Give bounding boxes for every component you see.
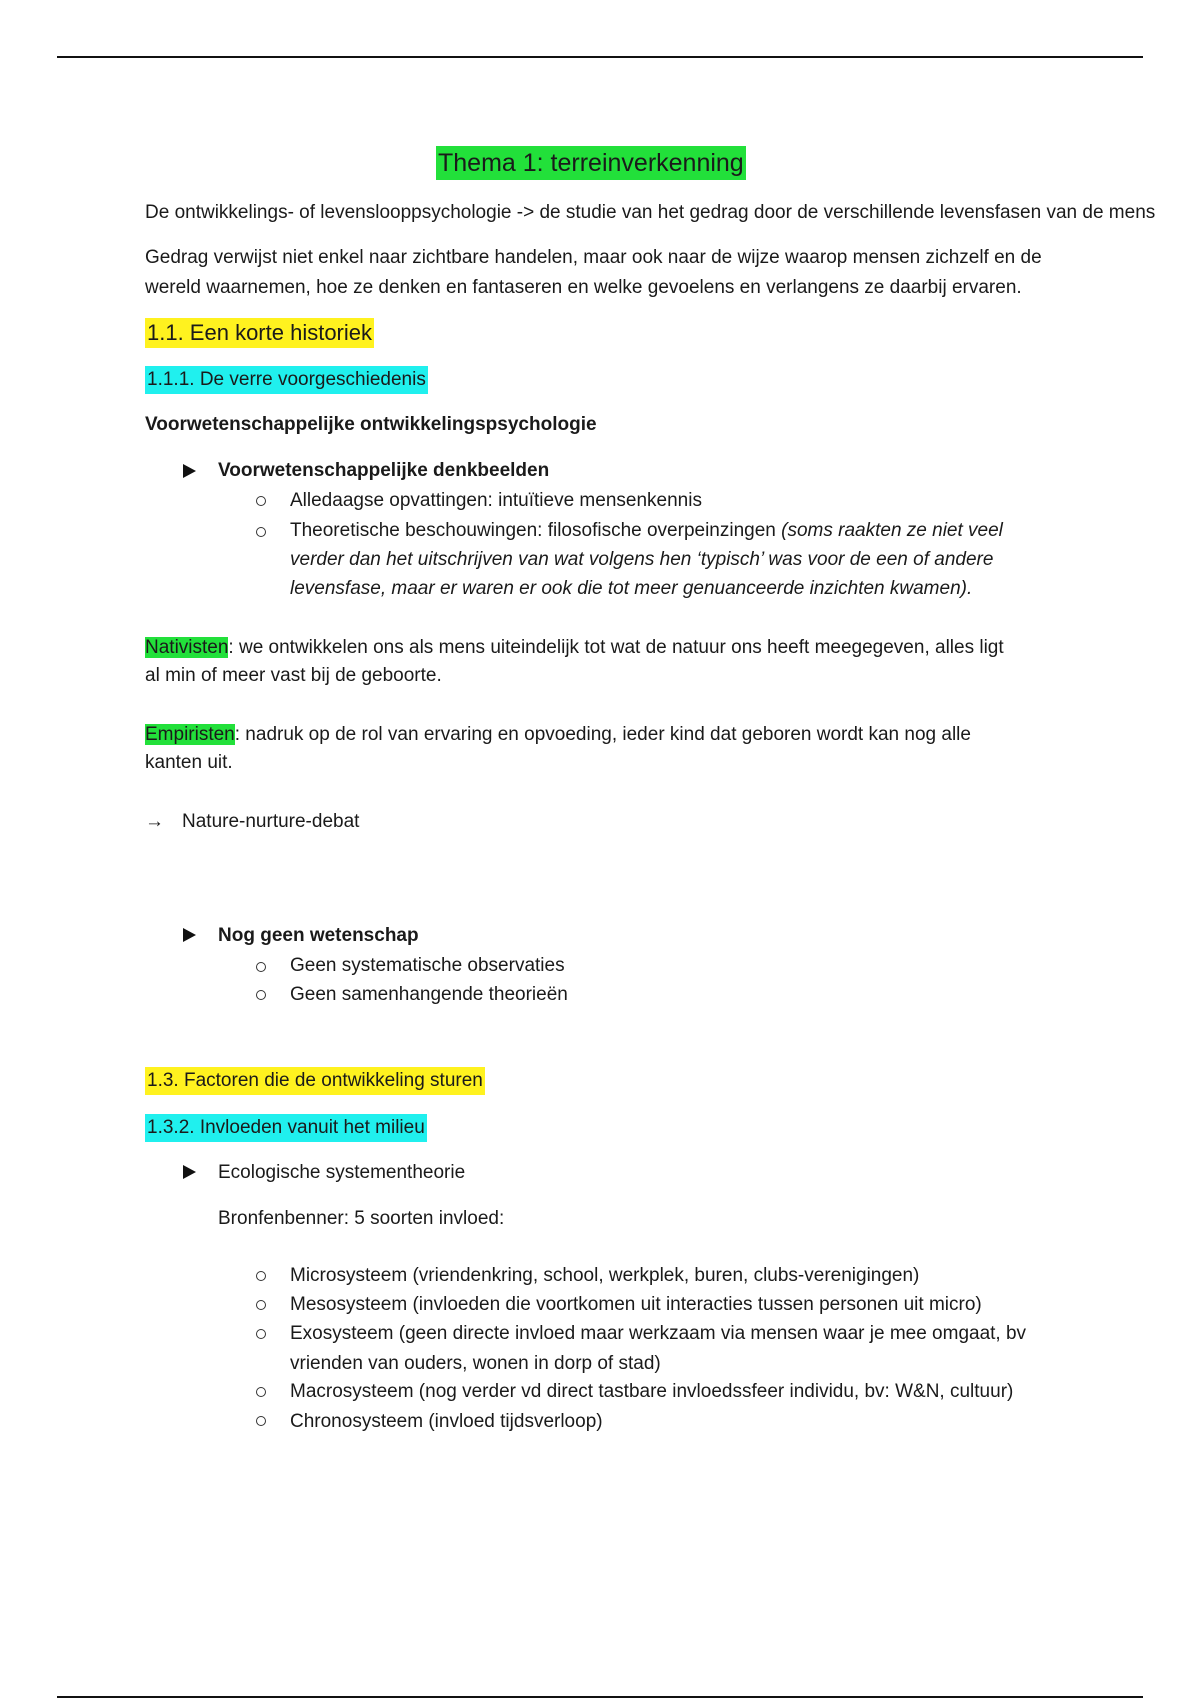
ecology-exo-line-1: Exosysteem (geen directe invloed maar werkzaam via mensen waar je mee omgaat, bv	[290, 1323, 1027, 1344]
arrow-bullet-icon	[183, 464, 196, 478]
empiricists-definition: : nadruk op de rol van ervaring en opvoeding, ieder kind dat geboren wordt kan nog alle	[234, 724, 971, 745]
circle-bullet-icon	[256, 1329, 266, 1339]
circle-bullet-icon	[256, 1271, 266, 1281]
circle-bullet-icon	[256, 496, 266, 506]
circle-bullet-icon	[256, 990, 266, 1000]
ideas-item-1: Alledaagse opvattingen: intuïtieve mensenkennis	[290, 490, 702, 511]
empiricists-term: Empiristen	[145, 724, 235, 745]
section-heading-1-1-1: 1.1.1. De verre voorgeschiedenis	[145, 366, 428, 394]
empiricists-line-2: kanten uit.	[145, 752, 233, 773]
behavior-line-1: Gedrag verwijst niet enkel naar zichtbare handelen, maar ook naar de wijze waarop mensen zichzelf en de	[145, 247, 1042, 268]
section-heading-1-3-2: 1.3.2. Invloeden vanuit het milieu	[145, 1114, 427, 1142]
ideas-item-2-italic: (soms raakten ze niet veel	[781, 520, 1003, 541]
top-rule	[57, 56, 1143, 58]
bottom-rule	[57, 1696, 1143, 1698]
ecology-exo-line-2: vrienden van ouders, wonen in dorp of stad)	[290, 1353, 661, 1374]
ideas-heading: Voorwetenschappelijke denkbeelden	[218, 460, 550, 481]
circle-bullet-icon	[256, 1387, 266, 1397]
debate-arrow-icon: →	[145, 811, 164, 832]
section-heading-1-3: 1.3. Factoren die de ontwikkeling sturen	[145, 1067, 485, 1095]
ecology-heading: Ecologische systementheorie	[218, 1162, 466, 1183]
ecology-chrono: Chronosysteem (invloed tijdsverloop)	[290, 1411, 603, 1432]
circle-bullet-icon	[256, 1416, 266, 1426]
arrow-bullet-icon	[183, 1165, 196, 1179]
debate-text: Nature-nurture-debat	[182, 811, 360, 832]
intro-text: De ontwikkelings- of levenslooppsychologie -> de studie van het gedrag door de verschillende levensfasen van de mens	[145, 202, 1156, 223]
ideas-item-2-line-1	[290, 516, 1003, 546]
circle-bullet-icon	[256, 1300, 266, 1310]
ideas-item-2-line-2: verder dan het uitschrijven van wat volgens hen ‘typisch’ was voor de een of andere	[290, 549, 994, 570]
no-science-item-1: Geen systematische observaties	[290, 955, 565, 976]
ideas-item-2-plain: Theoretische beschouwingen: filosofische overpeinzingen	[290, 520, 782, 541]
ecology-intro: Bronfenbenner: 5 soorten invloed:	[218, 1208, 505, 1229]
circle-bullet-icon	[256, 527, 266, 537]
ecology-meso: Mesosysteem (invloeden die voortkomen uit interacties tussen personen uit micro)	[290, 1294, 982, 1315]
prescientific-heading: Voorwetenschappelijke ontwikkelingspsychologie	[145, 414, 597, 435]
empiricists-line-1	[145, 720, 971, 750]
no-science-heading: Nog geen wetenschap	[218, 925, 419, 946]
nativists-definition: : we ontwikkelen ons als mens uiteindelijk tot wat de natuur ons heeft meegegeven, alles ligt	[228, 637, 1004, 658]
circle-bullet-icon	[256, 962, 266, 972]
nativists-line-2: al min of meer vast bij de geboorte.	[145, 665, 442, 686]
section-heading-1-1: 1.1. Een korte historiek	[145, 318, 374, 348]
arrow-bullet-icon	[183, 928, 196, 942]
ideas-item-2-line-3: levensfase, maar er waren er ook die tot meer genuanceerde inzichten kwamen).	[290, 578, 973, 599]
no-science-item-2: Geen samenhangende theorieën	[290, 984, 568, 1005]
nativists-term: Nativisten	[145, 637, 229, 658]
behavior-line-2: wereld waarnemen, hoe ze denken en fantaseren en welke gevoelens en verlangens ze daarbij ervaren.	[145, 277, 1022, 298]
page-title: Thema 1: terreinverkenning	[436, 146, 746, 180]
nativists-line-1	[145, 633, 1004, 663]
ecology-macro: Macrosysteem (nog verder vd direct tastbare invloedssfeer individu, bv: W&N, cultuur)	[290, 1381, 1014, 1402]
ecology-micro: Microsysteem (vriendenkring, school, werkplek, buren, clubs-verenigingen)	[290, 1265, 920, 1286]
